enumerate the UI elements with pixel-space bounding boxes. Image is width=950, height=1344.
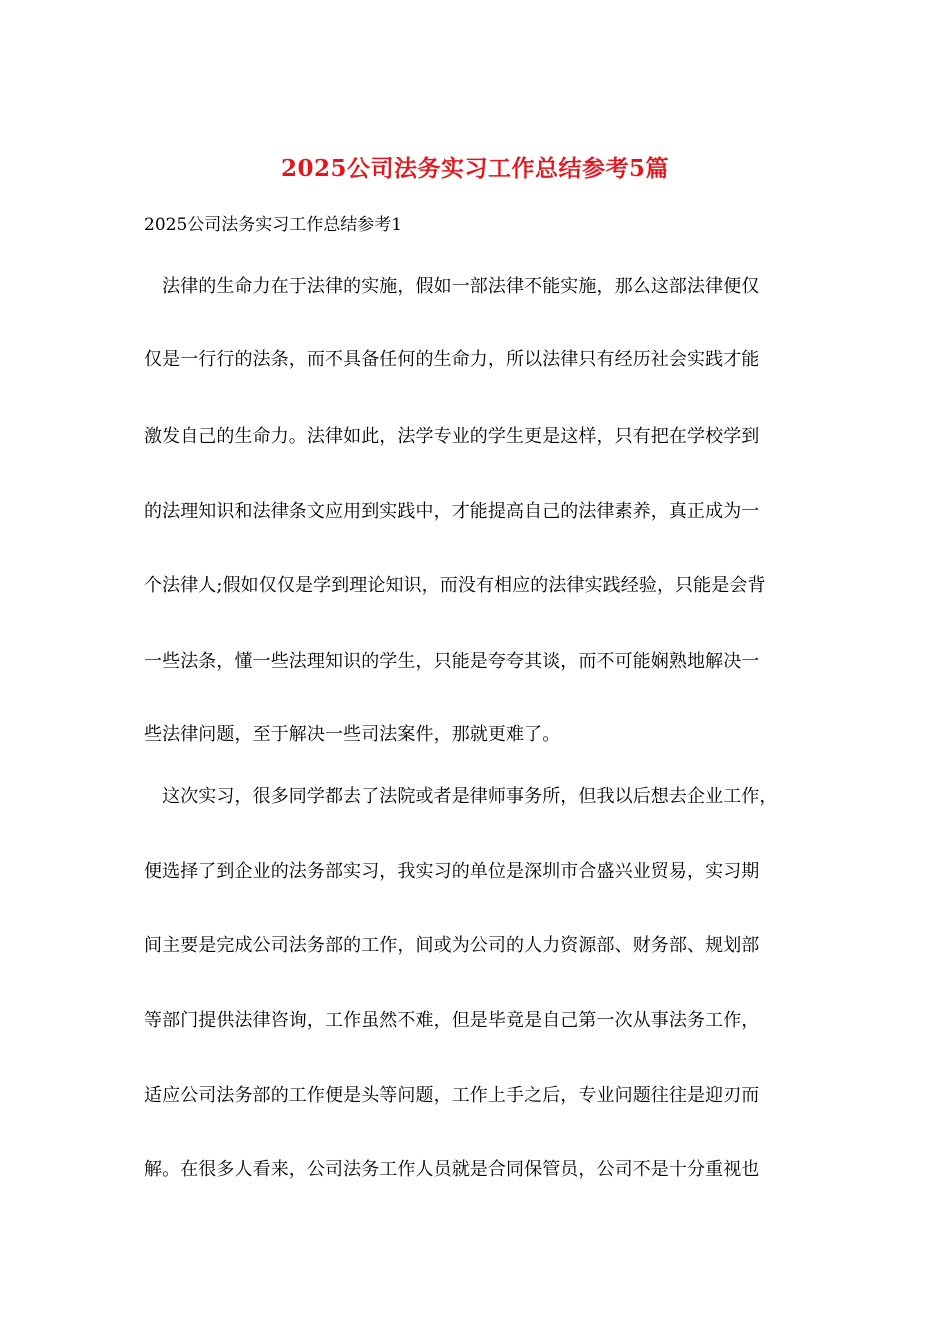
paragraph-line: 的法理知识和法律条文应用到实践中，才能提高自己的法律素养，真正成为一 — [144, 501, 760, 522]
paragraph-line: 法律的生命力在于法律的实施，假如一部法律不能实施，那么这部法律便仅 — [144, 276, 760, 297]
paragraph-line: 些法律问题，至于解决一些司法案件，那就更难了。 — [144, 724, 561, 745]
paragraph-line: 这次实习，很多同学都去了法院或者是律师事务所，但我以后想去企业工作， — [144, 786, 778, 807]
paragraph-line: 仅是一行行的法条，而不具备任何的生命力，所以法律只有经历社会实践才能 — [144, 349, 760, 370]
paragraph-line: 等部门提供法律咨询，工作虽然不难，但是毕竟是自己第一次从事法务工作， — [144, 1010, 760, 1031]
paragraph-line: 个法律人;假如仅仅是学到理论知识，而没有相应的法律实践经验，只能是会背 — [144, 575, 766, 596]
paragraph-line: 间主要是完成公司法务部的工作，间或为公司的人力资源部、财务部、规划部 — [144, 935, 760, 956]
paragraph-line: 激发自己的生命力。法律如此，法学专业的学生更是这样，只有把在学校学到 — [144, 426, 760, 447]
document-title: 2025公司法务实习工作总结参考5篇 — [280, 155, 670, 182]
section-heading: 2025公司法务实习工作总结参考1 — [144, 215, 403, 235]
paragraph-line: 便选择了到企业的法务部实习，我实习的单位是深圳市合盛兴业贸易，实习期 — [144, 861, 760, 882]
paragraph-line: 解。在很多人看来，公司法务工作人员就是合同保管员，公司不是十分重视也 — [144, 1159, 760, 1180]
paragraph-line: 一些法条，懂一些法理知识的学生，只能是夸夸其谈，而不可能娴熟地解决一 — [144, 651, 760, 672]
paragraph-line: 适应公司法务部的工作便是头等问题，工作上手之后，专业问题往往是迎刃而 — [144, 1085, 760, 1106]
